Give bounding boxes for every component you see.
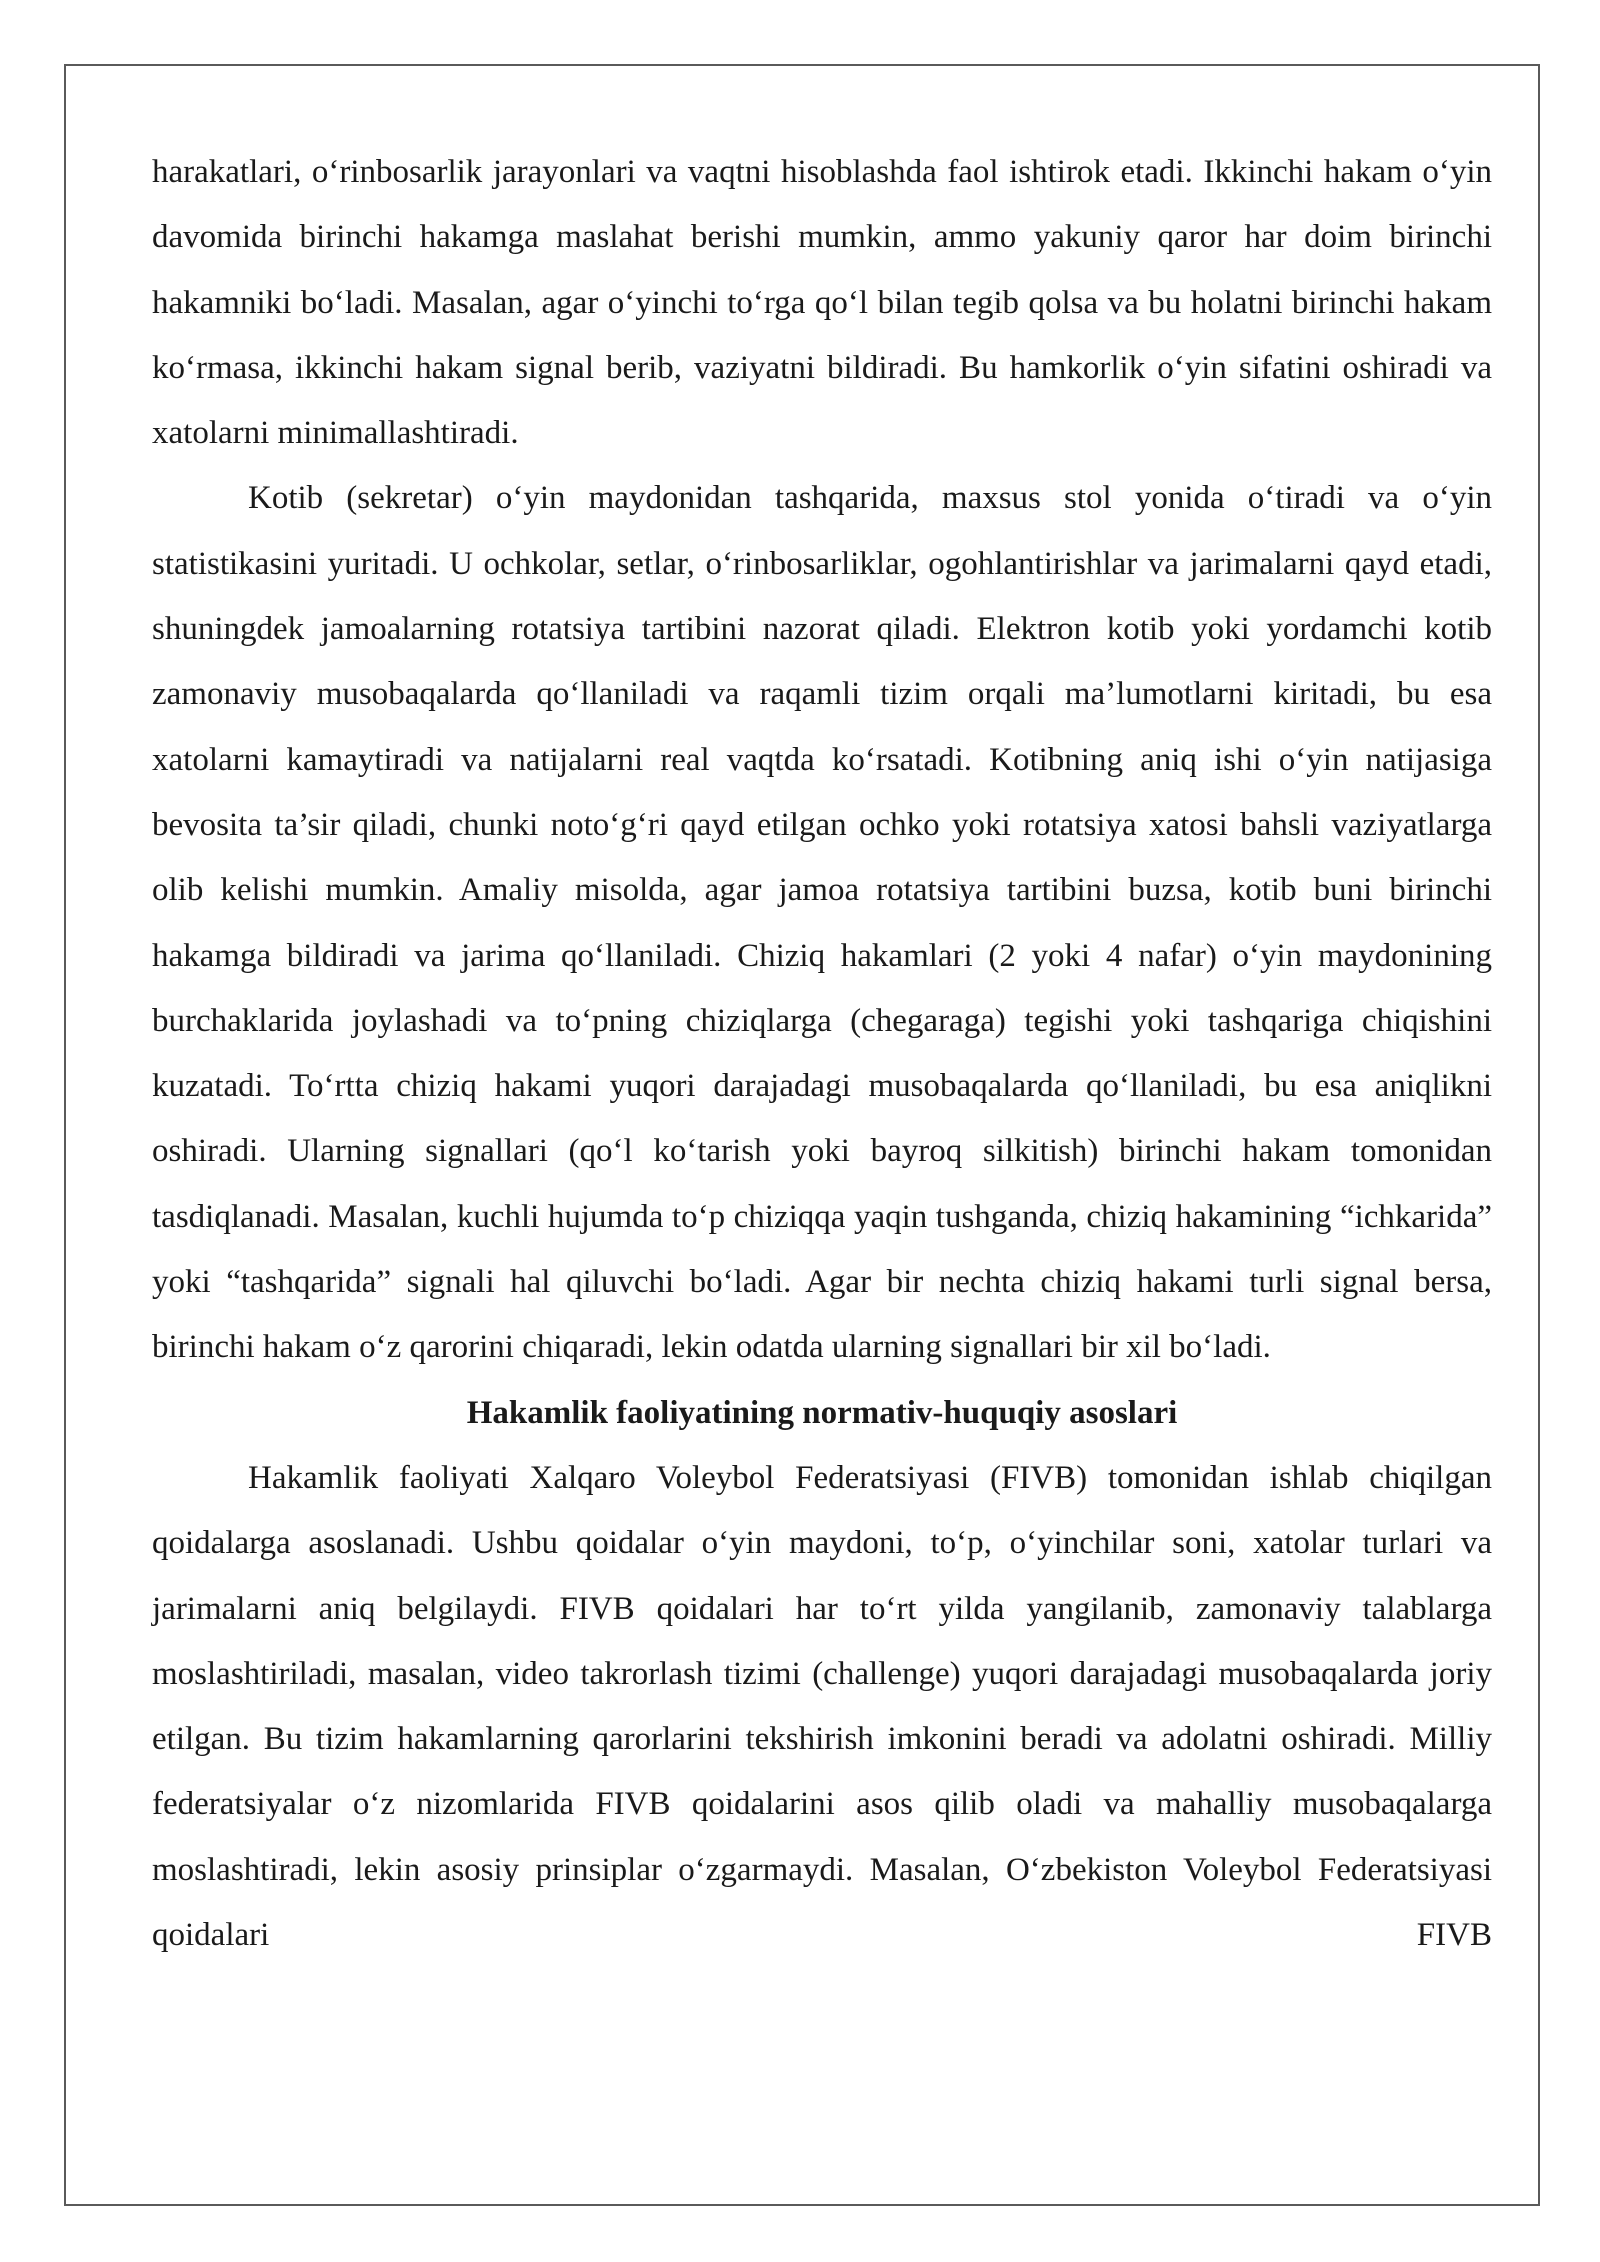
- document-body: [152, 140, 1492, 1968]
- paragraph-secretary-and-line-judges: Kotib (sekretar) o‘yin maydonidan tashqarida, maxsus stol yonida o‘tiradi va o‘yin statistikasini yuritadi. U ochkolar, setlar, o‘rinbosarliklar, ogohlantirishlar va jarimalarni qayd etadi, shuningdek jamoalarning rotatsiya tartibini nazorat qiladi. Elektron kotib yoki yordamchi kotib zamonaviy musobaqalarda qo‘llaniladi va raqamli tizim orqali ma’lumotlarni kiritadi, bu esa xatolarni kamaytiradi va natijalarni real vaqtda ko‘rsatadi. Kotibning aniq ishi o‘yin natijasiga bevosita ta’sir qiladi, chunki noto‘g‘ri qayd etilgan ochko yoki rotatsiya xatosi bahsli vaziyatlarga olib kelishi mumkin. Amaliy misolda, agar jamoa rotatsiya tartibini buzsa, kotib buni birinchi hakamga bildiradi va jarima qo‘llaniladi. Chiziq hakamlari (2 yoki 4 nafar) o‘yin maydonining burchaklarida joylashadi va to‘pning chiziqlarga (chegaraga) tegishi yoki tashqariga chiqishini kuzatadi. To‘rtta chiziq hakami yuqori darajadagi musobaqalarda qo‘llaniladi, bu esa aniqlikni oshiradi. Ularning signallari (qo‘l ko‘tarish yoki bayroq silkitish) birinchi hakam tomonidan tasdiqlanadi. Masalan, kuchli hujumda to‘p chiziqqa yaqin tushganda, chiziq hakamining “ichkarida” yoki “tashqarida” signali hal qiluvchi bo‘ladi. Agar bir nechta chiziq hakami turli signal bersa, birinchi hakam o‘z qarorini chiqaradi, lekin odatda ularning signallari bir xil bo‘ladi.: [152, 480, 1492, 1366]
- paragraph-referee-cooperation: harakatlari, o‘rinbosarlik jarayonlari va vaqtni hisoblashda faol ishtirok etadi. Ikkinchi hakam o‘yin davomida birinchi hakamga maslahat berishi mumkin, ammo yakuniy qaror har doim birinchi hakamniki bo‘ladi. Masalan, agar o‘yinchi to‘rga qo‘l bilan tegib qolsa va bu holatni birinchi hakam ko‘rmasa, ikkinchi hakam signal berib, vaziyatni bildiradi. Bu hamkorlik o‘yin sifatini oshiradi va xatolarni minimallashtiradi.: [152, 154, 1492, 452]
- paragraph-fivb-rules: Hakamlik faoliyati Xalqaro Voleybol Federatsiyasi (FIVB) tomonidan ishlab chiqilgan qoidalarga asoslanadi. Ushbu qoidalar o‘yin maydoni, to‘p, o‘yinchilar soni, xatolar turlari va jarimalarni aniq belgilaydi. FIVB qoidalari har to‘rt yilda yangilanib, zamonaviy talablarga moslashtiriladi, masalan, video takrorlash tizimi (challenge) yuqori darajadagi musobaqalarda joriy etilgan. Bu tizim hakamlarning qarorlarini tekshirish imkonini beradi va adolatni oshiradi. Milliy federatsiyalar o‘z nizomlarida FIVB qoidalarini asos qilib oladi va mahalliy musobaqalarga moslashtiradi, lekin asosiy prinsiplar o‘zgarmaydi. Masalan, O‘zbekiston Voleybol Federatsiyasi qoidalari FIVB: [152, 1459, 1492, 1954]
- section-heading: Hakamlik faoliyatining normativ-huquqiy asoslari: [466, 1394, 1178, 1431]
